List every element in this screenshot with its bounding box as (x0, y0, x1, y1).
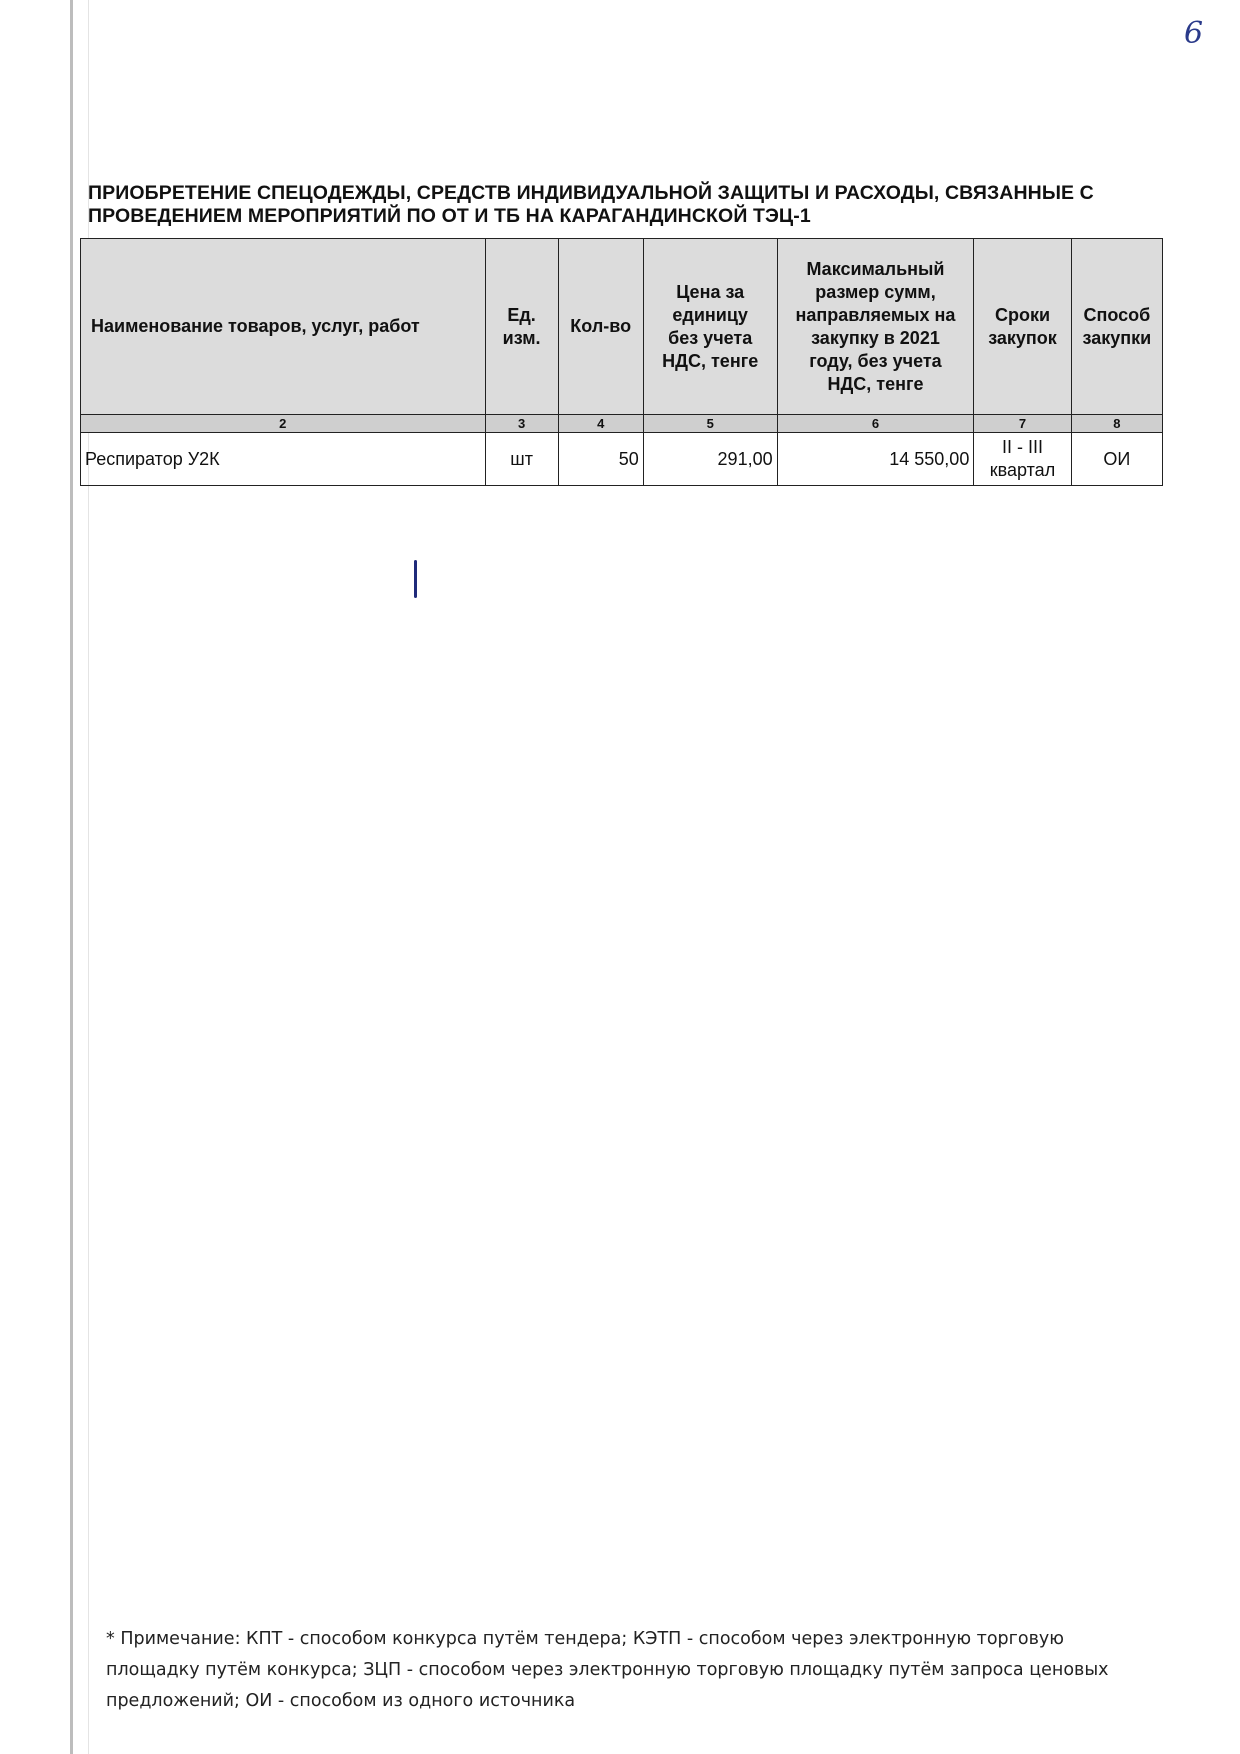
procurement-table (80, 238, 1163, 486)
column-number-row (81, 415, 1163, 433)
table-header-row (81, 239, 1163, 415)
cell-unit: шт (485, 433, 558, 486)
binding-edge (70, 0, 73, 1754)
header-total: Максимальный размер сумм, направляемых на закупку в 2021 году, без учета НДС, тенге (777, 239, 974, 415)
header-unit: Ед. изм. (485, 239, 558, 415)
column-number: 7 (974, 415, 1071, 433)
footnote: * Примечание: КПТ - способом конкурса путём тендера; КЭТП - способом через электронную торговую площадку путём конкурса; ЗЦП - способом через электронную торговую площадку путём запроса ценовых предложений; ОИ - способом из одного источника (106, 1629, 1109, 1711)
header-name: Наименование товаров, услуг, работ (81, 239, 486, 415)
cell-method: ОИ (1071, 433, 1162, 486)
cell-period: II - III квартал (974, 433, 1071, 486)
cell-price: 291,00 (643, 433, 777, 486)
header-qty: Кол-во (558, 239, 643, 415)
column-number: 4 (558, 415, 643, 433)
cell-total: 14 550,00 (777, 433, 974, 486)
document-title: ПРИОБРЕТЕНИЕ СПЕЦОДЕЖДЫ, СРЕДСТВ ИНДИВИДУАЛЬНОЙ ЗАЩИТЫ И РАСХОДЫ, СВЯЗАННЫЕ С ПРОВЕДЕНИЕМ МЕРОПРИЯТИЙ ПО ОТ И ТБ НА КАРАГАНДИНСКОЙ ТЭЦ-1 (88, 182, 1094, 227)
cell-qty: 50 (558, 433, 643, 486)
page-number: 6 (1184, 16, 1204, 51)
header-method: Способ закупки (1071, 239, 1162, 415)
table-row (81, 433, 1163, 486)
column-number: 5 (643, 415, 777, 433)
column-number: 2 (81, 415, 486, 433)
column-number: 6 (777, 415, 974, 433)
column-number: 8 (1071, 415, 1162, 433)
header-period: Сроки закупок (974, 239, 1071, 415)
column-number: 3 (485, 415, 558, 433)
header-price: Цена за единицу без учета НДС, тенге (643, 239, 777, 415)
cell-item-name: Респиратор У2К (81, 433, 486, 486)
pen-mark (414, 560, 417, 598)
